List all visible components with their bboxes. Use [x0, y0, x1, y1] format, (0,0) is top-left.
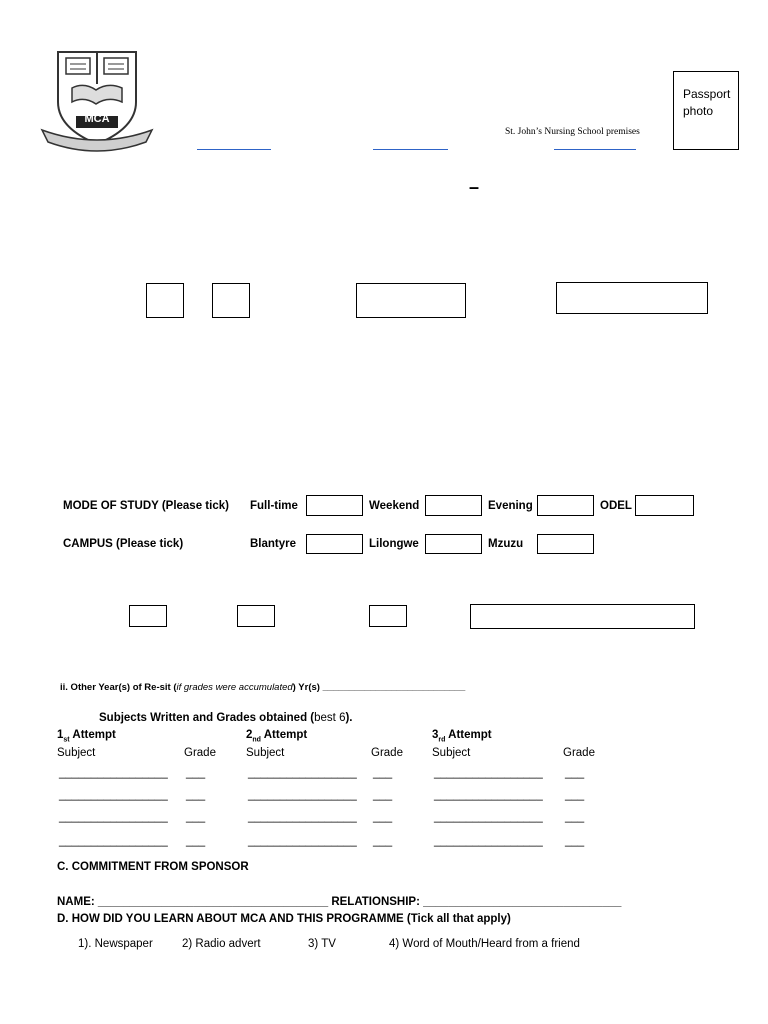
subjects-heading-main: Subjects Written and Grades obtained (	[99, 712, 315, 724]
resit-prefix: ii. Other Year(s) of Re-sit (	[60, 682, 177, 693]
mode-option-label: ODEL	[600, 500, 632, 512]
subjects-heading	[99, 712, 353, 724]
mode-evening-checkbox[interactable]	[537, 495, 594, 516]
mode-of-study-label: MODE OF STUDY (Please tick)	[63, 500, 229, 512]
grade-blank[interactable]: ___	[373, 789, 393, 801]
attempt-ordinal: nd	[252, 736, 261, 744]
attempt-number: 3	[432, 729, 439, 741]
learn-option-newspaper[interactable]: 1). Newspaper	[78, 938, 153, 950]
grade-blank[interactable]: ___	[565, 789, 585, 801]
grade-blank[interactable]: ___	[565, 835, 585, 847]
header-field-2[interactable]	[373, 149, 448, 150]
learn-heading: D. HOW DID YOU LEARN ABOUT MCA AND THIS PROGRAMME (Tick all that apply)	[57, 913, 511, 925]
grade-blank[interactable]: ___	[186, 767, 206, 779]
attempt-heading	[246, 729, 307, 743]
mode-weekend-checkbox[interactable]	[425, 495, 482, 516]
passport-photo-box[interactable]	[673, 71, 739, 150]
subject-blank[interactable]: _________________	[59, 789, 168, 801]
input-box-2[interactable]	[212, 283, 250, 318]
subject-blank[interactable]: _________________	[434, 811, 543, 823]
resit-italic: if grades were accumulated	[176, 682, 293, 693]
input-box-6[interactable]	[237, 605, 275, 627]
grade-blank[interactable]: ___	[186, 811, 206, 823]
input-box-5[interactable]	[129, 605, 167, 627]
subject-blank[interactable]: _________________	[248, 811, 357, 823]
attempt-label: Attempt	[445, 729, 492, 741]
learn-option-word-of-mouth[interactable]: 4) Word of Mouth/Heard from a friend	[389, 938, 580, 950]
subject-blank[interactable]: _________________	[434, 789, 543, 801]
subject-blank[interactable]: _________________	[59, 835, 168, 847]
grade-column-header: Grade	[184, 747, 216, 759]
grade-blank[interactable]: ___	[186, 835, 206, 847]
attempt-label: Attempt	[260, 729, 308, 741]
mode-option-label: Weekend	[369, 500, 420, 512]
sponsor-heading: C. COMMITMENT FROM SPONSOR	[57, 861, 249, 873]
campus-option-label: Blantyre	[250, 538, 297, 550]
grade-blank[interactable]: ___	[186, 789, 206, 801]
mode-fulltime-checkbox[interactable]	[306, 495, 363, 516]
college-logo	[36, 44, 158, 160]
campus-blantyre-checkbox[interactable]	[306, 534, 363, 554]
header-field-1[interactable]	[197, 149, 271, 150]
learn-option-tv[interactable]: 3) TV	[308, 938, 336, 950]
passport-photo-label: Passport photo	[683, 87, 731, 118]
logo-text: MCA	[84, 113, 110, 125]
input-box-4[interactable]	[556, 282, 708, 314]
campus-option-label: Lilongwe	[369, 538, 419, 550]
subject-column-header: Subject	[246, 747, 285, 759]
attempt-number: 1	[57, 729, 64, 741]
grade-blank[interactable]: ___	[565, 767, 585, 779]
title-dash: –	[469, 177, 480, 197]
grade-blank[interactable]: ___	[373, 835, 393, 847]
subject-column-header: Subject	[432, 747, 471, 759]
attempt-number: 2	[246, 729, 253, 741]
grade-blank[interactable]: ___	[373, 811, 393, 823]
input-box-7[interactable]	[369, 605, 407, 627]
attempt-heading	[57, 729, 116, 743]
grade-column-header: Grade	[371, 747, 403, 759]
input-box-3[interactable]	[356, 283, 466, 318]
campus-label: CAMPUS (Please tick)	[63, 538, 184, 550]
subjects-heading-best: best 6	[314, 712, 346, 724]
campus-option-label: Mzuzu	[488, 538, 524, 550]
subjects-heading-end: ).	[345, 712, 353, 724]
subject-blank[interactable]: _________________	[248, 767, 357, 779]
mode-option-label: Evening	[488, 500, 533, 512]
resit-suffix: ) Yr(s) ___________________________	[292, 682, 466, 693]
subject-blank[interactable]: _________________	[434, 835, 543, 847]
input-box-8[interactable]	[470, 604, 695, 629]
learn-option-radio[interactable]: 2) Radio advert	[182, 938, 261, 950]
subject-column-header: Subject	[57, 747, 96, 759]
premises-text: St. John’s Nursing School premises	[505, 127, 640, 137]
crest-icon	[36, 44, 158, 160]
subject-blank[interactable]: _________________	[59, 767, 168, 779]
header-field-3[interactable]	[554, 149, 636, 150]
attempt-heading	[432, 729, 492, 743]
subject-blank[interactable]: _________________	[434, 767, 543, 779]
campus-mzuzu-checkbox[interactable]	[537, 534, 594, 554]
grade-blank[interactable]: ___	[373, 767, 393, 779]
resit-line	[60, 682, 465, 693]
subject-blank[interactable]: _________________	[59, 811, 168, 823]
mode-odel-checkbox[interactable]	[635, 495, 694, 516]
input-box-1[interactable]	[146, 283, 184, 318]
mode-option-label: Full-time	[250, 500, 298, 512]
subject-blank[interactable]: _________________	[248, 789, 357, 801]
attempt-ordinal: st	[63, 736, 70, 744]
grade-blank[interactable]: ___	[565, 811, 585, 823]
subject-blank[interactable]: _________________	[248, 835, 357, 847]
grade-column-header: Grade	[563, 747, 595, 759]
campus-lilongwe-checkbox[interactable]	[425, 534, 482, 554]
sponsor-name-line[interactable]: NAME: ____________________________________ RELATIONSHIP: _______________________________	[57, 896, 622, 908]
attempt-label: Attempt	[69, 729, 116, 741]
attempt-ordinal: rd	[438, 736, 446, 744]
